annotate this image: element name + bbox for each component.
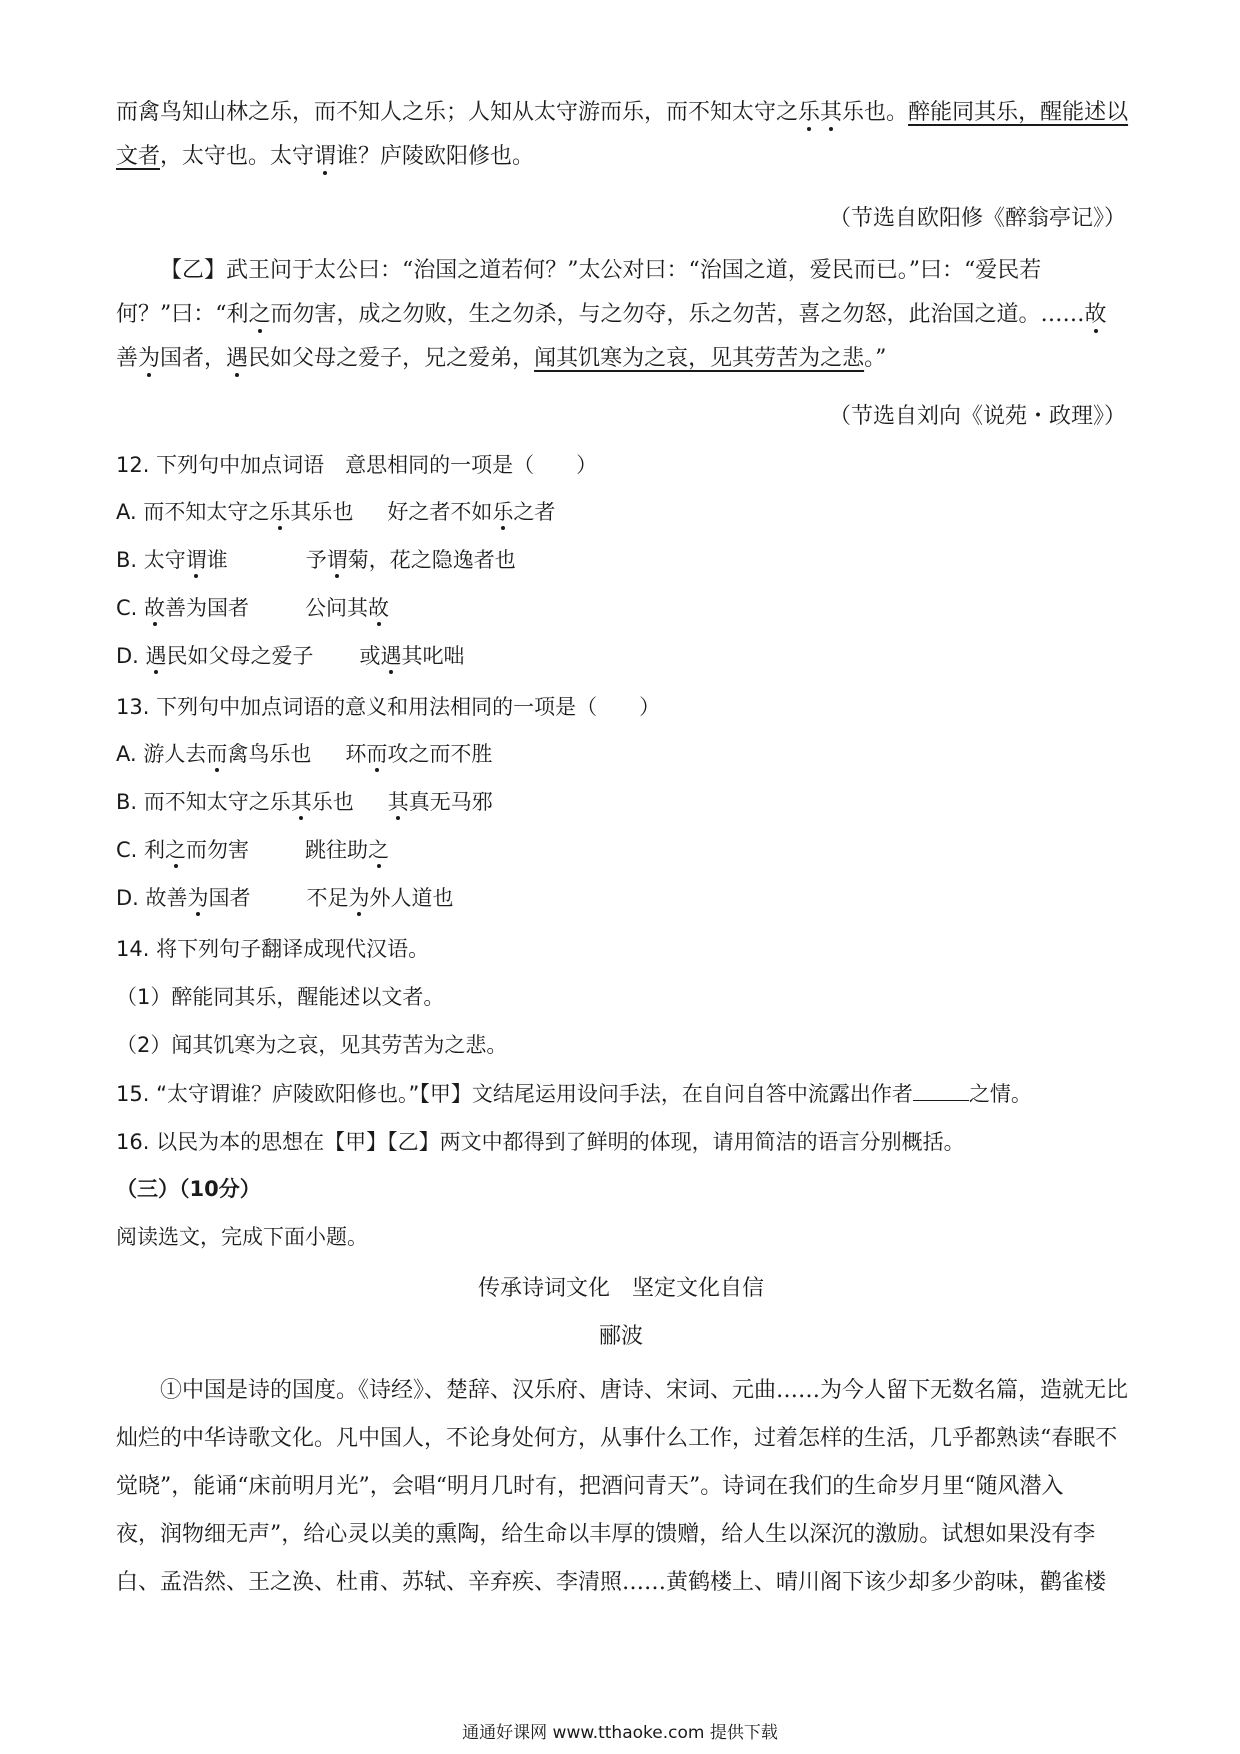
dotted-char: 故 <box>1084 302 1107 327</box>
dotted-char: 乐 <box>798 100 821 125</box>
article-author: 郦波 <box>598 1324 643 1349</box>
q13-option-c <box>116 835 1126 865</box>
q13-option-b <box>116 787 1126 817</box>
text: ，太守也。太守 <box>160 144 315 169</box>
dotted-char: 之 <box>165 838 187 862</box>
dotted-char: 之 <box>368 838 390 862</box>
dotted-char: 乐 <box>269 500 291 524</box>
article-line: ①中国是诗的国度。《诗经》、楚辞、汉乐府、唐诗、宋词、元曲……为今人留下无数名篇，造就无比 <box>160 1378 1129 1403</box>
text: 予 <box>305 548 327 572</box>
dotted-char: 谓 <box>314 144 337 169</box>
text: 民如父母之爱子 <box>166 644 314 668</box>
q13-stem: 13. 下列句中加点词语的意义和用法相同的一项是（ ） <box>116 695 661 719</box>
q13-option-d <box>116 883 1126 913</box>
section-3-heading: （三）（10分） <box>116 1177 261 1201</box>
yi-source: （节选自刘向《说苑・政理》） <box>828 404 1126 429</box>
text: 其叱咄 <box>401 644 465 668</box>
page-footer: 通通好课网 www.tthaoke.com 提供下载 <box>462 1723 778 1743</box>
yi-line-1: 【乙】武王问于太公曰：“治国之道若何？”太公对曰：“治国之道，爱民而已。”曰：“爱民若 <box>160 258 1042 283</box>
q12-option-a <box>116 497 1126 527</box>
text: 善为国者 <box>165 596 250 620</box>
text: 而勿害 <box>186 838 250 862</box>
jia-source: （节选自欧阳修《醉翁亭记》） <box>828 206 1126 231</box>
text: 环 <box>345 742 367 766</box>
text: 或 <box>359 644 381 668</box>
text: A. 游人去 <box>116 742 207 766</box>
dotted-char: 故 <box>368 596 390 620</box>
text: 乐也。 <box>842 100 909 125</box>
underlined-text: 闻其饥寒为之哀，见其劳苦为之悲 <box>534 346 865 371</box>
text: B. 太守 <box>116 548 186 572</box>
yi-line-2 <box>116 300 1126 330</box>
text: D. <box>116 644 146 668</box>
jia-line-2 <box>116 142 1126 172</box>
q14-stem: 14. 将下列句子翻译成现代汉语。 <box>116 937 430 961</box>
q15 <box>116 1079 1126 1109</box>
text: D. 故善 <box>116 886 188 910</box>
text: 攻之而不胜 <box>387 742 493 766</box>
dotted-char: 遇 <box>226 346 249 371</box>
dotted-char: 故 <box>144 596 166 620</box>
dotted-char: 其 <box>290 790 312 814</box>
text: 其乐也 <box>290 500 354 524</box>
q14-sentence-2: （2）闻其饥寒为之哀，见其劳苦为之悲。 <box>116 1033 508 1057</box>
text: 。” <box>864 346 887 371</box>
article-line: 夜，润物细无声”，给心灵以美的熏陶，给生命以丰厚的馈赠，给人生以深沉的激励。试想如果没有李 <box>116 1522 1096 1547</box>
dotted-char: 其 <box>820 100 843 125</box>
dotted-char: 乐 <box>492 500 514 524</box>
text: 谁？庐陵欧阳修也。 <box>336 144 535 169</box>
article-line: 觉晓”，能诵“床前明月光”，会唱“明月几时有，把酒问青天”。诗词在我们的生命岁月里“随风潜入 <box>116 1474 1064 1499</box>
q14-sentence-1: （1）醉能同其乐，醒能述以文者。 <box>116 985 445 1009</box>
dotted-char: 谓 <box>185 548 207 572</box>
section-3-instruction: 阅读选文，完成下面小题。 <box>116 1225 368 1249</box>
article-line: 白、孟浩然、王之涣、杜甫、苏轼、辛弃疾、李清照……黄鹤楼上、晴川阁下该少却多少韵味，鹳雀楼 <box>116 1570 1107 1595</box>
yi-line-3 <box>116 344 1126 374</box>
q16: 16. 以民为本的思想在【甲】【乙】两文中都得到了鲜明的体现，请用简洁的语言分别概括。 <box>116 1130 965 1154</box>
dotted-char: 之 <box>248 302 271 327</box>
q13-option-a <box>116 739 1126 769</box>
text: 善 <box>116 346 139 371</box>
dotted-char: 遇 <box>380 644 402 668</box>
q12-option-d <box>116 641 1126 671</box>
text: 国者 <box>208 886 251 910</box>
text: 而勿害，成之勿败，生之勿杀，与之勿夺，乐之勿苦，喜之勿怒，此治国之道。…… <box>270 302 1085 327</box>
text: 跳往助 <box>305 838 369 862</box>
text: 外人道也 <box>369 886 454 910</box>
text: B. 而不知太守之乐 <box>116 790 291 814</box>
q12-option-b <box>116 545 1126 575</box>
text: 乐也 <box>311 790 354 814</box>
dotted-char: 谓 <box>326 548 348 572</box>
text: 何？”曰：“利 <box>116 302 249 327</box>
text: 之者 <box>513 500 556 524</box>
underlined-text: 醉能同其乐，醒能述以 <box>908 100 1129 125</box>
article-line: 灿烂的中华诗歌文化。凡中国人，不论身处何方，从事什么工作，过着怎样的生活，几乎都熟读“春眠不 <box>116 1426 1118 1451</box>
text: 不足 <box>306 886 349 910</box>
dotted-char: 遇 <box>145 644 167 668</box>
dotted-char: 为 <box>187 886 209 910</box>
dotted-char: 而 <box>366 742 388 766</box>
answer-blank <box>913 1080 969 1101</box>
text: 而禽鸟知山林之乐，而不知人之乐；人知从太守游而乐，而不知太守之 <box>116 100 799 125</box>
text: 之情。 <box>968 1082 1032 1106</box>
text: C. <box>116 596 145 620</box>
text: 谁 <box>206 548 228 572</box>
underlined-text: 文者 <box>116 144 161 169</box>
text: 民如父母之爱子，兄之爱弟， <box>248 346 535 371</box>
text: C. 利 <box>116 838 166 862</box>
text: 禽鸟乐也 <box>227 742 312 766</box>
text: 菊，花之隐逸者也 <box>347 548 516 572</box>
text: 国者， <box>160 346 227 371</box>
q12-option-c <box>116 593 1126 623</box>
text: 好之者不如 <box>387 500 493 524</box>
jia-line-1 <box>116 98 1129 128</box>
text: 15. “太守谓谁？庐陵欧阳修也。”【甲】文结尾运用设问手法，在自问自答中流露出作者 <box>116 1082 913 1106</box>
article-title: 传承诗词文化 坚定文化自信 <box>477 1276 764 1301</box>
q12-stem: 12. 下列句中加点词语 意思相同的一项是（ ） <box>116 453 598 477</box>
text: A. 而不知太守之 <box>116 500 270 524</box>
text: 真无马邪 <box>408 790 493 814</box>
dotted-char: 而 <box>206 742 228 766</box>
dotted-char: 为 <box>348 886 370 910</box>
dotted-char: 为 <box>138 346 161 371</box>
text: 公问其 <box>305 596 369 620</box>
dotted-char: 其 <box>387 790 409 814</box>
